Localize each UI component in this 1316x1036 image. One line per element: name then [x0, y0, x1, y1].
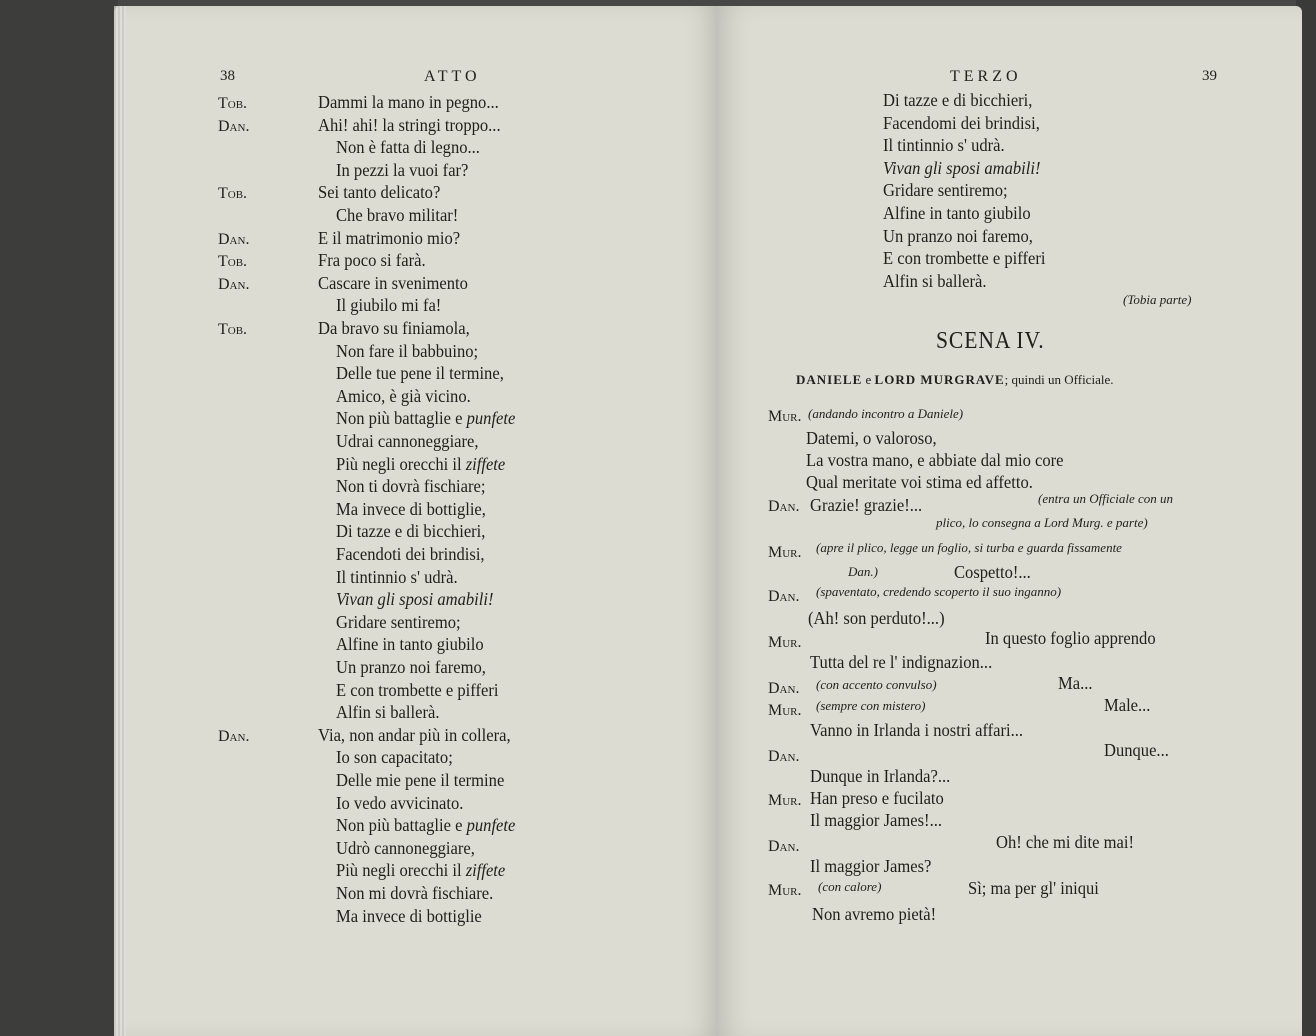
dialogue-line: Vanno in Irlanda i nostri affari... — [810, 720, 1024, 740]
verse-line: Non ti dovrà fischiare; — [336, 476, 486, 496]
page-edges — [114, 6, 126, 1036]
stage-direction: plico, lo consegna a Lord Murg. e parte) — [936, 515, 1148, 530]
page-number-left: 38 — [220, 68, 235, 84]
verse-line: Io son capacitato; — [336, 747, 453, 767]
verse-line: Che bravo militar! — [336, 205, 459, 225]
speaker: Mur. — [768, 882, 802, 899]
speaker: Dan. — [218, 231, 250, 248]
verse-line: Un pranzo noi faremo, — [883, 226, 1033, 246]
verse-line: Alfin si ballerà. — [883, 271, 987, 291]
verse-line: Delle tue pene il termine, — [336, 363, 504, 383]
verse-line: Udrai cannoneggiare, — [336, 431, 479, 451]
speaker: Tob. — [218, 95, 248, 112]
verse-line: Dammi la mano in pegno... — [318, 92, 499, 112]
character-murgrave: LORD MURGRAVE — [874, 372, 1005, 387]
verse-line: Delle mie pene il termine — [336, 770, 505, 790]
verse-line: Gridare sentiremo; — [336, 612, 461, 632]
character-conj: e — [865, 372, 872, 387]
verse-line: Gridare sentiremo; — [883, 180, 1008, 200]
dialogue-line: Oh! che mi dite mai! — [996, 832, 1134, 852]
speaker: Mur. — [768, 634, 802, 651]
speaker: Tob. — [218, 185, 248, 202]
verse-line: Fra poco si farà. — [318, 250, 426, 270]
verse-line — [336, 408, 515, 429]
verse-line: Facendoti dei brindisi, — [336, 544, 485, 564]
verse-text: Più negli orecchi il — [336, 860, 466, 880]
verse-line: Il giubilo mi fa! — [336, 295, 442, 315]
dialogue-line: La vostra mano, e abbiate dal mio core — [806, 450, 1064, 470]
verse-line: In pezzi la vuoi far? — [336, 160, 469, 180]
stage-direction: (sempre con mistero) — [816, 698, 926, 713]
speaker: Dan. — [768, 680, 800, 697]
verse-line: E con trombette e pifferi — [883, 248, 1046, 268]
dialogue-line: Sì; ma per gl' iniqui — [968, 878, 1099, 898]
verse-italic: punfete — [466, 408, 516, 428]
verse-italic: Vivan gli sposi amabili! — [883, 158, 1041, 178]
speaker: Tob. — [218, 253, 248, 270]
verse-line: Facendomi dei brindisi, — [883, 113, 1040, 133]
dialogue-line: Il maggior James!... — [810, 810, 942, 830]
stage-direction: (entra un Officiale con un — [1038, 491, 1174, 506]
speaker: Dan. — [768, 498, 800, 515]
dialogue-line: In questo foglio apprendo — [985, 628, 1156, 648]
speaker: Dan. — [218, 118, 250, 135]
verse-line: Io vedo avvicinato. — [336, 793, 464, 813]
dialogue-line: Datemi, o valoroso, — [806, 428, 937, 448]
verse-line: Il tintinnio s' udrà. — [336, 567, 458, 587]
verse-italic: ziffete — [465, 454, 506, 474]
speaker: Mur. — [768, 792, 802, 809]
speaker: Dan. — [768, 748, 800, 765]
right-page — [718, 6, 1302, 1036]
verse-text: Non più battaglie e — [336, 408, 467, 428]
verse-line: Non fare il babbuino; — [336, 341, 479, 361]
verse-line: Ma invece di bottiglie — [336, 906, 482, 926]
stage-direction: (con calore) — [818, 879, 882, 894]
speaker: Dan. — [768, 588, 800, 605]
character-daniele: DANIELE — [796, 372, 863, 387]
dialogue-line: Il maggior James? — [810, 856, 932, 876]
verse-line: Alfin si ballerà. — [336, 702, 440, 722]
verse-line — [336, 860, 505, 881]
speaker: Dan. — [768, 838, 800, 855]
left-page — [114, 6, 718, 1036]
verse-line: Ahi! ahi! la stringi troppo... — [318, 115, 501, 135]
character-list — [796, 372, 1113, 388]
dialogue-line: Grazie! grazie!... — [810, 495, 923, 515]
dialogue-line: Dunque in Irlanda?... — [810, 766, 951, 786]
verse-line: Cascare in svenimento — [318, 273, 468, 293]
verse-line: Non è fatta di legno... — [336, 137, 480, 157]
verse-text: Non più battaglie e — [336, 815, 467, 835]
verse-line: Da bravo su finiamola, — [318, 318, 470, 338]
verse-line — [336, 815, 515, 836]
verse-line: Alfine in tanto giubilo — [883, 203, 1031, 223]
verse-line — [336, 589, 493, 610]
dialogue-line: Cospetto!... — [954, 562, 1031, 582]
verse-line: Non mi dovrà fischiare. — [336, 883, 494, 903]
dialogue-line: (Ah! son perduto!...) — [808, 608, 945, 628]
verse-italic: punfete — [466, 815, 516, 835]
speaker: Mur. — [768, 544, 802, 561]
dialogue-line: Dunque... — [1104, 740, 1169, 760]
speaker: Tob. — [218, 321, 248, 338]
verse-line: Alfine in tanto giubilo — [336, 634, 484, 654]
background-left — [0, 0, 118, 1036]
verse-line: Di tazze e di bicchieri, — [336, 521, 486, 541]
verse-line: E con trombette e pifferi — [336, 680, 499, 700]
stage-direction: (apre il plico, legge un foglio, si turba e guarda fissamente — [816, 540, 1122, 555]
stage-direction: (andando incontro a Daniele) — [808, 406, 964, 421]
scene-title: SCENA IV. — [936, 328, 1045, 354]
stage-direction: Dan.) — [848, 564, 878, 579]
exit-direction: (Tobia parte) — [1123, 292, 1192, 307]
verse-line: Il tintinnio s' udrà. — [883, 135, 1005, 155]
verse-line: Sei tanto delicato? — [318, 182, 441, 202]
running-head-right: TERZO — [950, 68, 1022, 85]
verse-line: Amico, è già vicino. — [336, 386, 471, 406]
dialogue-line: Non avremo pietà! — [812, 904, 937, 924]
dialogue-line: Ma... — [1058, 673, 1093, 693]
page-number-right: 39 — [1202, 68, 1217, 84]
speaker: Mur. — [768, 702, 802, 719]
verse-italic: Vivan gli sposi amabili! — [336, 589, 494, 609]
verse-line: Un pranzo noi faremo, — [336, 657, 486, 677]
dialogue-line: Male... — [1104, 695, 1151, 715]
verse-line: Via, non andar più in collera, — [318, 725, 511, 745]
verse-text: Più negli orecchi il — [336, 454, 466, 474]
dialogue-line: Tutta del re l' indignazion... — [810, 652, 993, 672]
speaker: Mur. — [768, 408, 802, 425]
speaker: Dan. — [218, 728, 250, 745]
verse-italic: ziffete — [465, 860, 506, 880]
stage-direction: (spaventato, credendo scoperto il suo inganno) — [816, 584, 1062, 599]
dialogue-line: Han preso e fucilato — [810, 788, 944, 808]
verse-line — [883, 158, 1040, 179]
verse-line: Di tazze e di bicchieri, — [883, 90, 1033, 110]
dialogue-line: Qual meritate voi stima ed affetto. — [806, 472, 1033, 492]
verse-line: E il matrimonio mio? — [318, 228, 461, 248]
running-head-left: ATTO — [424, 68, 481, 85]
speaker: Dan. — [218, 276, 250, 293]
verse-line: Ma invece di bottiglie, — [336, 499, 486, 519]
stage-direction: (con accento convulso) — [816, 677, 937, 692]
verse-line: Udrò cannoneggiare, — [336, 838, 475, 858]
character-rest: ; quindi un Officiale. — [1004, 372, 1114, 387]
verse-line — [336, 454, 505, 475]
